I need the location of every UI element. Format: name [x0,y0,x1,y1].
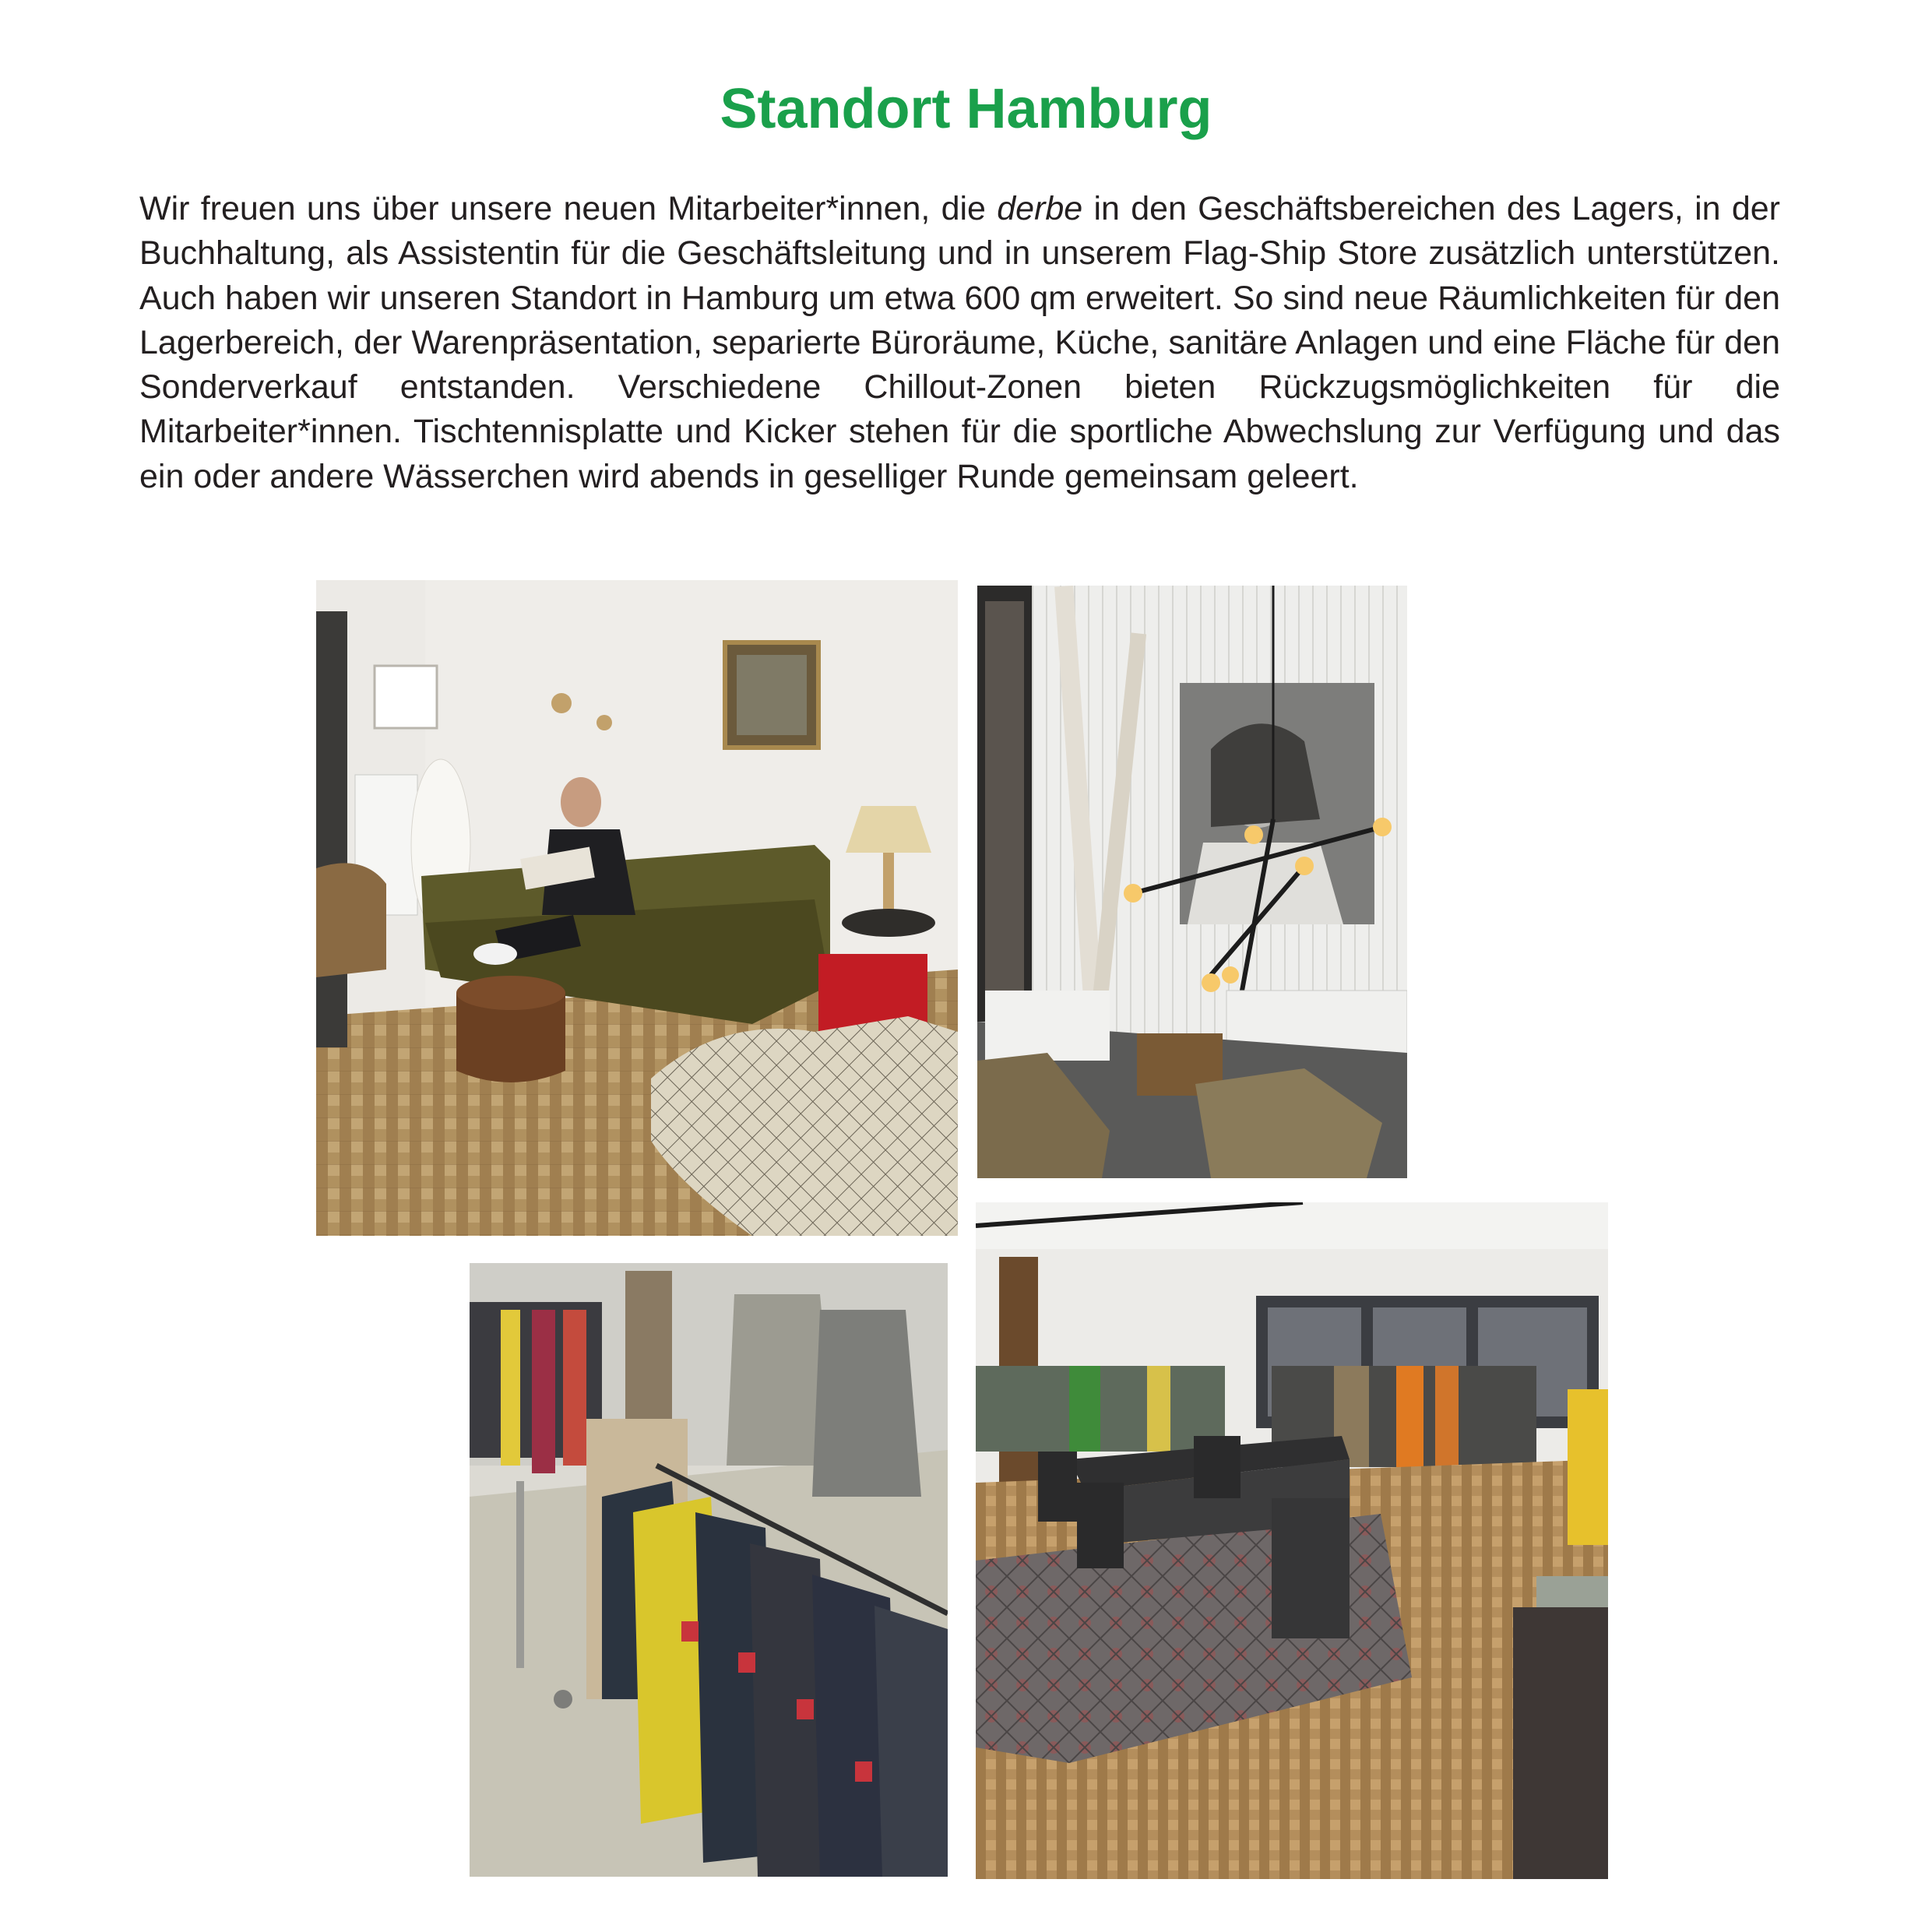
lounge-photo-icon [316,580,958,1236]
lounge-photo [316,580,958,1236]
chillout-corner-photo [977,586,1407,1178]
clothing-racks-photo [470,1263,948,1877]
intro-text-start: Wir freuen uns über unsere neuen Mitarbeiter*innen, die [139,190,998,227]
page-title: Standort Hamburg [720,78,1212,140]
intro-paragraph [139,187,1780,499]
office-showroom-photo [976,1202,1608,1879]
office-showroom-photo-icon [976,1202,1608,1879]
intro-text-end: in den Geschäftsbereichen des Lagers, in der Buchhaltung, als Assistentin für die Geschäftsleitung und in unserem Flag-Ship Store zusätzlich unterstützen. Auch haben wir unseren Standort in Hamburg um etwa 600 qm erweitert. So sind neue Räumlichkeiten für den Lagerbereich, der Warenpräsentation, separierte Büroräume, Küche, sanitäre Anlagen und eine Fläche für den Sonderverkauf entstanden. Verschiedene Chillout-Zonen bieten Rückzugsmöglichkeiten für die Mitarbeiter*innen. Tischtennisplatte und Kicker stehen für die sportliche Abwechslung zur Verfügung und das ein oder andere Wässerchen wird abends in geselliger Runde gemeinsam geleert. [139,190,1781,495]
chillout-corner-photo-icon [977,586,1407,1178]
intro-text-emphasis: derbe [997,190,1083,227]
clothing-racks-photo-icon [470,1263,948,1877]
